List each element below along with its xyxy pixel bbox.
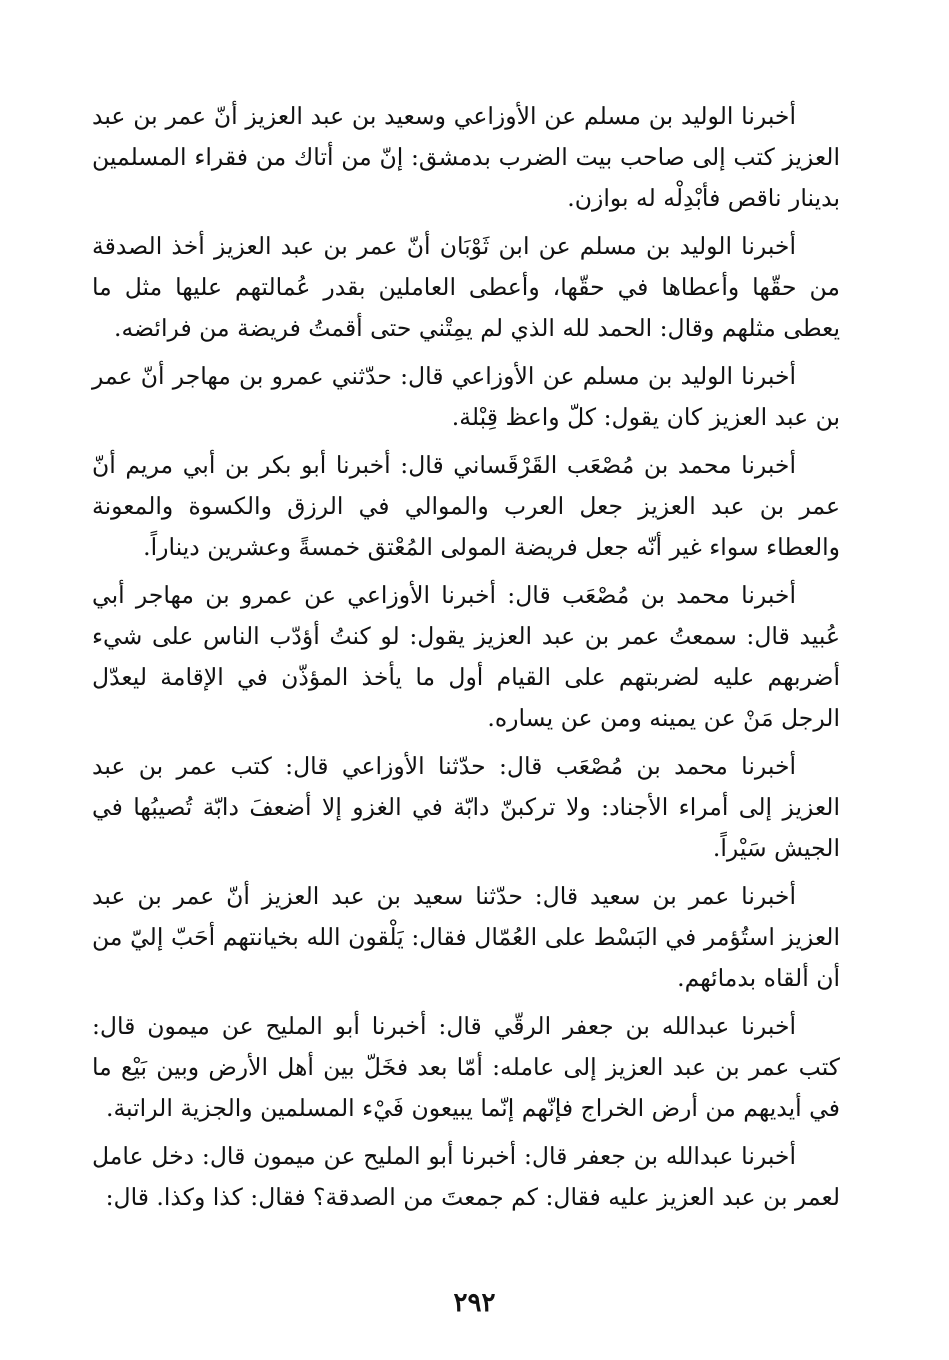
- paragraph-4: أخبرنا محمد بن مُصْعَب القَرْقَساني قال: أخبرنا أبو بكر بن أبي مريم أنّ عمر بن عبد العزيز جعل العرب والموالي في الرزق والكسوة والمعونة والعطاء سواء غير أنّه جعل فريضة المولى المُعْتق خمسةً وعشرين ديناراً.: [92, 451, 840, 561]
- paragraph-1: أخبرنا الوليد بن مسلم عن الأوزاعي وسعيد بن عبد العزيز أنّ عمر بن عبد العزيز كتب إلى صاحب بيت الضرب بدمشق: إنّ من أتاك من فقراء المسلمين بدينار ناقص فأبْدِلْه له بوازن.: [92, 102, 840, 212]
- paragraph-3: أخبرنا الوليد بن مسلم عن الأوزاعي قال: حدّثني عمرو بن مهاجر أنّ عمر بن عبد العزيز كان يقول: كلّ واعظ قِبْلة.: [92, 362, 840, 431]
- paragraph-8: أخبرنا عبدالله بن جعفر الرقّي قال: أخبرنا أبو المليح عن ميمون قال: كتب عمر بن عبد العزيز إلى عامله: أمّا بعد فخَلّ بين أهل الأرض وبين بَيْع ما في أيديهم من أرض الخراج فإنّهم إنّما يبيعون فَيْء المسلمين والجزية الراتبة.: [92, 1012, 840, 1122]
- paragraph-2: أخبرنا الوليد بن مسلم عن ابن ثَوْبَان أنّ عمر بن عبد العزيز أخذ الصدقة من حقّها وأعطاها في حقّها، وأعطى العاملين بقدر عُمالتهم عليها مثل ما يعطى مثلهم وقال: الحمد لله الذي لم يمِتْني حتى أقمتُ فريضة من فرائضه.: [92, 232, 840, 342]
- page-body: [92, 96, 840, 1225]
- paragraph-6: أخبرنا محمد بن مُصْعَب قال: حدّثنا الأوزاعي قال: كتب عمر بن عبد العزيز إلى أمراء الأجناد: ولا تركبنّ دابّة في الغزو إلا أضعفَ دابّة تُصيبُها في الجيش سَيْراً.: [92, 752, 840, 862]
- paragraph-7: أخبرنا عمر بن سعيد قال: حدّثنا سعيد بن عبد العزيز أنّ عمر بن عبد العزيز استُؤمر في البَسْط على العُمّال فقال: يَلْقون الله بخيانتهم أحَبّ إليّ من أن ألقاه بدمائهم.: [92, 882, 840, 992]
- paragraph-5: أخبرنا محمد بن مُصْعَب قال: أخبرنا الأوزاعي عن عمرو بن مهاجر أبي عُبيد قال: سمعتُ عمر بن عبد العزيز يقول: لو كنتُ أؤدّب الناس على شيء أضربهم عليه لضربتهم على القيام أول ما يأخذ المؤذّن في الإقامة ليعدّل الرجل مَنْ عن يمينه ومن عن يساره.: [92, 581, 840, 732]
- page-number: ٢٩٢: [453, 1288, 496, 1318]
- paragraph-9: أخبرنا عبدالله بن جعفر قال: أخبرنا أبو المليح عن ميمون قال: دخل عامل لعمر بن عبد العزيز عليه فقال: كم جمعتَ من الصدقة؟ فقال: كذا وكذا. قال:: [92, 1142, 840, 1211]
